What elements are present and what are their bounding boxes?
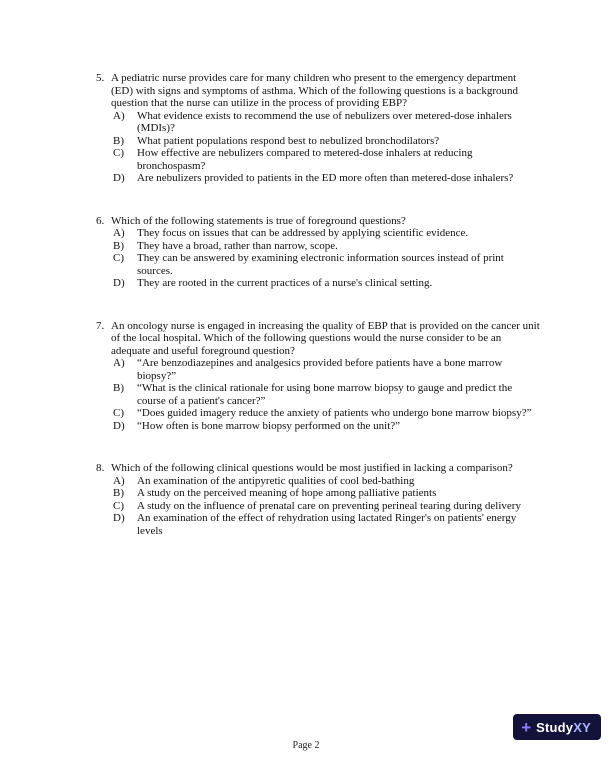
option-text: An examination of the antipyretic qualities of cool bed-bathing [137, 474, 415, 487]
question-list [96, 72, 540, 567]
option-letter: B) [113, 487, 124, 499]
option-letter: C) [113, 407, 124, 419]
option-letter: D) [113, 419, 125, 432]
option-letter: B) [113, 239, 124, 252]
brand-xy: XY [573, 719, 591, 735]
option-letter: D) [113, 512, 125, 524]
option-text: They can be answered by examining electronic information sources instead of print sources. [137, 252, 504, 277]
option-text: “Are benzodiazepines and analgesics provided before patients have a bone marrow biopsy?” [137, 357, 503, 382]
brand-study: Study [536, 719, 574, 735]
option-letter: C) [113, 252, 124, 264]
option-list [113, 357, 540, 432]
option-list [113, 475, 540, 538]
option-row [113, 487, 540, 500]
option-row [113, 147, 540, 172]
question-block [96, 462, 540, 537]
question-block [96, 320, 540, 433]
option-row [113, 240, 540, 253]
question-text: Which of the following statements is true of foreground questions? [111, 214, 406, 227]
option-text: What evidence exists to recommend the use of nebulizers over metered-dose inhalers (MDIs)? [137, 109, 512, 134]
option-text: A study on the influence of prenatal care on preventing perineal tearing during delivery [137, 499, 521, 512]
option-row [113, 382, 540, 407]
question-number: 7. [96, 319, 105, 332]
option-row [113, 512, 540, 537]
option-text: What patient populations respond best to nebulized bronchodilators? [137, 134, 440, 147]
question-stem [96, 462, 540, 475]
question-block [96, 215, 540, 290]
studyxy-logo [513, 714, 601, 740]
question-text: Which of the following clinical questions would be most justified in lacking a comparison? [111, 462, 513, 474]
question-number: 5. [96, 72, 105, 84]
option-list [113, 227, 540, 290]
option-list [113, 110, 540, 185]
question-text: A pediatric nurse provides care for many children who present to the emergency department (ED) with signs and symptoms of asthma. Which of the following questions is a background question that the nurse can utilize in the process of providing EBP? [111, 72, 519, 109]
option-text: Are nebulizers provided to patients in the ED more often than metered-dose inhalers? [137, 172, 514, 184]
option-text: They are rooted in the current practices of a nurse's clinical setting. [137, 277, 433, 289]
option-row [113, 252, 540, 277]
brand-text [536, 720, 591, 735]
question-text: An oncology nurse is engaged in increasing the quality of EBP that is provided on the cancer unit of the local hospital. Which of the following questions would the nurse consider to be an adequate and useful foreground question? [111, 319, 540, 357]
option-row [113, 277, 540, 290]
page-number: Page 2 [292, 740, 320, 751]
option-row [113, 475, 540, 488]
question-number: 8. [96, 462, 105, 474]
question-number: 6. [96, 214, 105, 227]
question-stem [96, 215, 540, 228]
option-text: “What is the clinical rationale for using bone marrow biopsy to gauge and predict the course of a patient's cancer?” [137, 382, 513, 407]
option-letter: C) [113, 147, 124, 159]
option-text: They focus on issues that can be addressed by applying scientific evidence. [137, 227, 469, 239]
option-row [113, 135, 540, 148]
option-text: A study on the perceived meaning of hope among palliative patients [137, 487, 437, 499]
option-text: “Does guided imagery reduce the anxiety of patients who undergo bone marrow biopsy?” [137, 407, 532, 419]
option-letter: D) [113, 277, 125, 289]
question-stem [96, 72, 540, 110]
option-row [113, 407, 540, 420]
option-letter: B) [113, 134, 124, 147]
plus-icon: + [521, 717, 532, 737]
option-letter: A) [113, 227, 125, 239]
option-row [113, 172, 540, 185]
option-row [113, 357, 540, 382]
option-letter: A) [113, 357, 125, 369]
option-row [113, 500, 540, 513]
option-row [113, 420, 540, 433]
question-block [96, 72, 540, 185]
option-text: They have a broad, rather than narrow, scope. [137, 239, 338, 252]
option-letter: C) [113, 499, 124, 512]
option-row [113, 110, 540, 135]
option-letter: B) [113, 382, 124, 394]
option-text: “How often is bone marrow biopsy performed on the unit?” [137, 419, 401, 432]
question-stem [96, 320, 540, 358]
option-letter: A) [113, 474, 125, 487]
option-text: An examination of the effect of rehydration using lactated Ringer's on patients' energy levels [137, 512, 517, 537]
option-text: How effective are nebulizers compared to metered-dose inhalers at reducing bronchospasm? [137, 147, 473, 172]
option-row [113, 227, 540, 240]
option-letter: A) [113, 109, 125, 122]
option-letter: D) [113, 172, 125, 184]
